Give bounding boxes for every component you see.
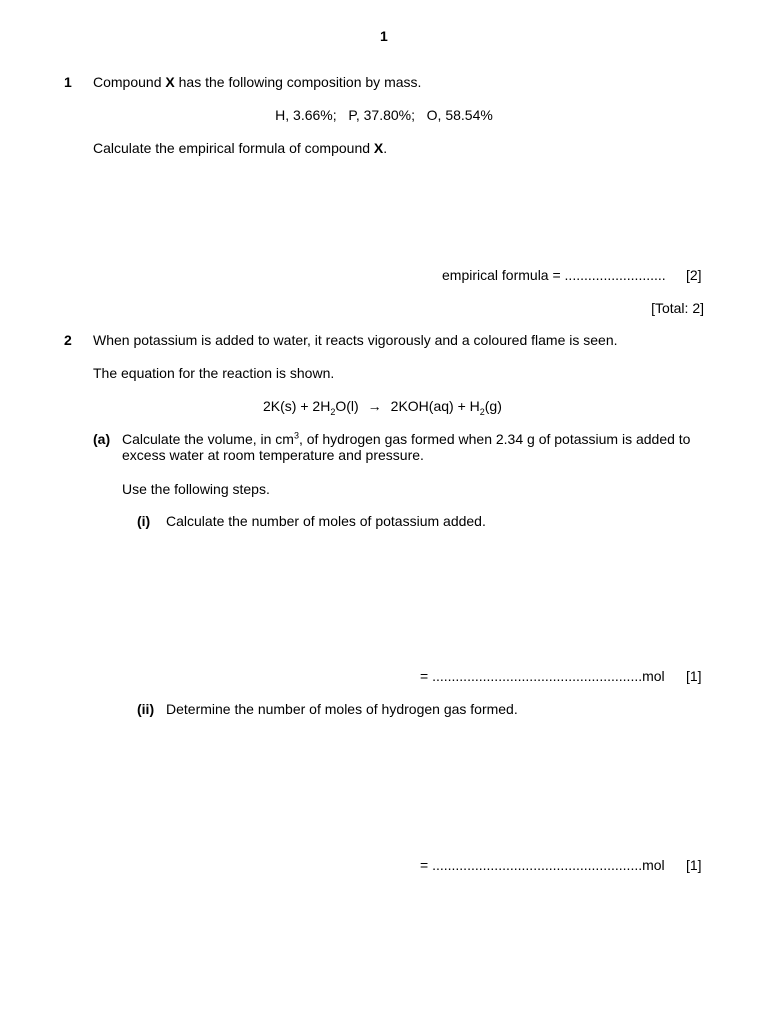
part-a-ii-marks: [1] — [686, 857, 702, 873]
part-a-steps: Use the following steps. — [122, 481, 270, 497]
question-1-marks: [2] — [686, 267, 702, 283]
part-a-text: Calculate the volume, in $cm^3$, of hydrogen gas formed when 2.34 g of potassium is added to — [122, 430, 691, 447]
question-1-total: [Total: 2] — [651, 300, 704, 316]
part-a-label: (a) — [93, 431, 111, 447]
equation-intro: The equation for the reaction is shown. — [93, 365, 335, 381]
part-a-ii-label: (ii) — [137, 701, 155, 717]
reaction-equation: $2K(s) + 2H_2O(l) \to 2KOH(aq) + H_2(g)$ — [263, 398, 502, 417]
question-2-number: 2 — [64, 332, 72, 348]
question-1-intro: Compound X has the following composition by mass. — [93, 74, 422, 90]
moles-potassium-answer-line[interactable]: = ......................................................mol — [420, 668, 665, 684]
part-a-i-text: Calculate the number of moles of potassium added. — [166, 513, 486, 529]
empirical-formula-answer-line[interactable]: empirical formula = .......................... — [442, 267, 666, 283]
question-1-instruction: Calculate the empirical formula of compound X. — [93, 140, 388, 156]
part-a-text-line-2: excess water at room temperature and pressure. — [122, 447, 424, 463]
part-a-ii-text: Determine the number of moles of hydrogen gas formed. — [166, 701, 518, 717]
composition-data: H, 3.66%; P, 37.80%; O, 58.54% — [275, 107, 493, 123]
question-1-number: 1 — [64, 74, 72, 90]
question-2-intro: When potassium is added to water, it reacts vigorously and a coloured flame is seen. — [93, 332, 618, 348]
part-a-i-marks: [1] — [686, 668, 702, 684]
reaction-arrow: → — [367, 398, 382, 414]
part-a-i-label: (i) — [137, 513, 151, 529]
moles-hydrogen-answer-line[interactable]: = ......................................................mol — [420, 857, 665, 873]
page-number: 1 — [380, 28, 388, 44]
